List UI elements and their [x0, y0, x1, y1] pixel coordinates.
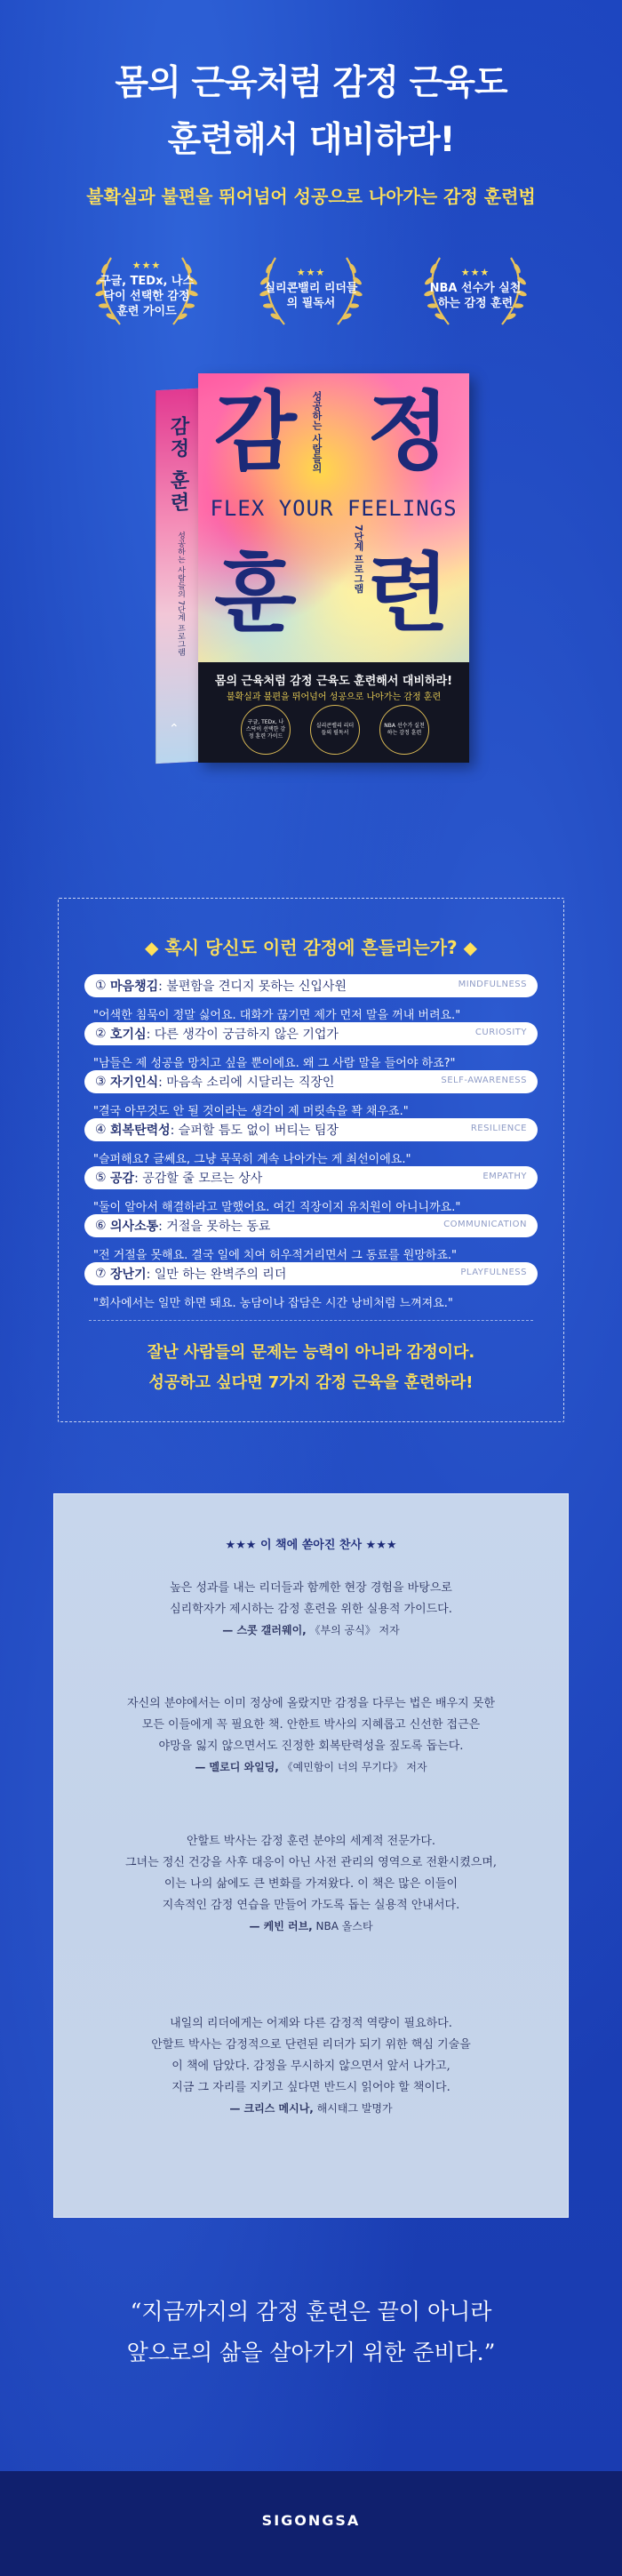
praise-heading: ★★★ 이 책에 쏟아진 찬사 ★★★: [225, 1539, 397, 1552]
case-quote: "슬퍼해요? 글쎄요, 그냥 묵묵히 계속 나아가는 게 최선이에요.": [93, 1153, 411, 1166]
case-item: [84, 1022, 538, 1070]
praise-line: 심리학자가 제시하는 감정 훈련을 위한 실용적 가이드다.: [170, 1603, 452, 1616]
case-title-bar: [84, 1166, 538, 1189]
band-title: 몸의 근육처럼 감정 근육도 훈련해서 대비하라!: [214, 675, 453, 688]
praise-item: [71, 2013, 551, 2118]
award-badge: [240, 240, 382, 338]
closing-line1: “지금까지의 감정 훈련은 끝이 아니라: [130, 2299, 492, 2324]
case-number: ③: [95, 1075, 107, 1089]
praise-line: 지금 그 자리를 지키고 싶다면 반드시 읽어야 할 책이다.: [171, 2081, 451, 2094]
praise-author-name: — 케빈 러브,: [249, 1920, 313, 1932]
case-title-bar: [84, 1022, 538, 1045]
case-name: 호기심: [110, 1028, 147, 1042]
case-quote: "남들은 제 성공을 망치고 싶을 뿐이에요. 왜 그 사람 말을 들어야 하죠?": [93, 1057, 456, 1070]
case-item: [84, 974, 538, 1022]
case-name: 장난기: [110, 1268, 147, 1282]
praise-line: 이 책에 담았다. 감정을 무시하지 않으면서 앞서 나가고,: [171, 2060, 451, 2073]
praise-author-role: 《예민함이 너의 무기다》 저자: [278, 1761, 427, 1773]
case-number: ④: [95, 1123, 107, 1137]
band-badge: 구글, TEDx, 나스닥이 선택한 감정 훈련 가이드: [241, 705, 291, 755]
case-quote: "회사에서는 일만 하면 돼요. 농담이나 잡담은 시간 낭비처럼 느껴져요.": [93, 1297, 453, 1310]
hero-title-line1: 몸의 근육처럼 감정 근육도: [115, 63, 507, 103]
praise-author: [71, 1757, 551, 1777]
praise-author-role: NBA 올스타: [312, 1920, 373, 1932]
case-english: EMPATHY: [482, 1172, 527, 1181]
case-desc: : 슬퍼할 틈도 없이 버티는 팀장: [170, 1124, 339, 1138]
book-front-cover: [198, 373, 469, 763]
praise-author: [71, 1916, 551, 1936]
praise-item: [71, 1578, 551, 1640]
praise-line: 안할트 박사는 감정적으로 단련된 리더가 되기 위한 핵심 기술을: [151, 2038, 471, 2052]
praise-line: 내일의 리더에게는 어제와 다른 감정적 역량이 필요하다.: [170, 2017, 452, 2030]
case-title-bar: [84, 974, 538, 997]
cover-title-char: 정: [367, 382, 450, 482]
case-name: 마음챙김: [110, 980, 159, 994]
cover-title-char: 훈: [214, 544, 297, 644]
case-name: 의사소통: [110, 1220, 159, 1234]
award-badge: [404, 240, 546, 338]
case-item: [84, 1118, 538, 1166]
case-number: ①: [95, 979, 107, 993]
hero-title: [0, 55, 622, 169]
case-title-bar: [84, 1214, 538, 1237]
case-title-bar: [84, 1262, 538, 1285]
praise-line: 그녀는 정신 건강을 사후 대응이 아닌 사전 관리의 영역으로 전환시켰으며,: [124, 1856, 498, 1869]
cases-conclusion-line1: 잘난 사람들의 문제는 능력이 아니라 감정이다.: [147, 1343, 475, 1362]
hero-title-line2: 훈련해서 대비하라!: [167, 120, 455, 160]
closing-quote: [0, 2292, 622, 2373]
praise-author-role: 해시태그 발명가: [313, 2102, 393, 2115]
cover-title-char: 감: [214, 382, 297, 482]
badge-text: 구글, TEDx, 나스닥이 선택한 감정 훈련 가이드: [99, 274, 195, 318]
praise-line: 지속적인 감정 연습을 만들어 가도록 돕는 실용적 안내서다.: [162, 1899, 460, 1912]
case-desc: : 마음속 소리에 시달리는 직장인: [158, 1076, 335, 1090]
praise-line: 높은 성과를 내는 리더들과 함께한 현장 경험을 바탕으로: [170, 1581, 452, 1595]
publisher-brand: SIGONGSA: [261, 2512, 361, 2529]
praise-line: 자신의 분야에서는 이미 정상에 올랐지만 감정을 다루는 법은 배우지 못한: [127, 1697, 495, 1710]
praise-author-name: — 멜로디 와일딩,: [195, 1761, 279, 1773]
spine-title: 감정 훈련: [167, 415, 189, 516]
case-english: MINDFULNESS: [458, 980, 527, 989]
case-english: COMMUNICATION: [443, 1220, 527, 1229]
cases-conclusion-line2: 성공하고 싶다면 7가지 감정 근육을 훈련하라!: [148, 1373, 474, 1392]
cases-heading: ◆ 혹시 당신도 이런 감정에 흔들리는가? ◆: [145, 937, 477, 958]
case-item: [84, 1214, 538, 1262]
case-item: [84, 1262, 538, 1310]
book-cover-image: [156, 373, 475, 773]
cover-kicker: 성공하는 사람들의: [311, 391, 323, 473]
praise-author: [71, 2099, 551, 2118]
case-item: [84, 1070, 538, 1118]
case-desc: : 불편함을 견디지 못하는 신입사원: [158, 980, 347, 994]
case-quote: "둘이 알아서 해결하라고 말했어요. 여긴 직장이지 유치원이 아니니까요.": [93, 1201, 461, 1214]
case-english: PLAYFULNESS: [460, 1268, 527, 1277]
case-quote: "결국 아무것도 안 될 것이라는 생각이 제 머릿속을 꽉 채우죠.": [93, 1105, 409, 1118]
case-desc: : 공감할 줄 모르는 상사: [134, 1172, 263, 1186]
case-english: SELF-AWARENESS: [441, 1076, 527, 1085]
praise-author: [71, 1620, 551, 1640]
case-english: CURIOSITY: [474, 1028, 527, 1037]
book-spine: [156, 388, 198, 764]
award-badge: [76, 240, 218, 338]
praise-line: 안할트 박사는 감정 훈련 분야의 세계적 전문가다.: [186, 1835, 436, 1848]
case-number: ⑥: [95, 1219, 107, 1233]
cases-conclusion: [0, 1338, 622, 1398]
divider: [89, 1320, 533, 1321]
publisher-logo-icon: ⌃: [169, 721, 179, 737]
band-badge: 실리콘밸리 리더들의 필독서: [310, 705, 360, 755]
praise-line: 모든 이들에게 꼭 필요한 책. 안한트 박사의 지혜롭고 신선한 접근은: [141, 1718, 481, 1732]
band-badge: NBA 선수가 실천하는 감정 훈련: [379, 705, 429, 755]
praise-item: [71, 1831, 551, 1936]
cover-title-char: 련: [367, 544, 450, 644]
case-title-bar: [84, 1118, 538, 1141]
case-name: 공감: [110, 1172, 135, 1186]
case-number: ⑤: [95, 1171, 107, 1185]
band-badges: [241, 705, 429, 755]
praise-author-name: — 스콧 갤러웨이,: [222, 1624, 307, 1636]
cover-english-title: FLEX YOUR FEELINGS: [210, 496, 458, 521]
case-name: 회복탄력성: [110, 1124, 171, 1138]
case-number: ②: [95, 1027, 107, 1041]
cover-program: 7단계 프로그램: [353, 524, 364, 594]
spine-subtitle: 성공하는 사람들의 7단계 프로그램: [176, 531, 185, 657]
case-name: 자기인식: [110, 1076, 159, 1090]
praise-author-role: 《부의 공식》 저자: [306, 1624, 400, 1636]
badge-stars: ★★★: [296, 267, 326, 278]
book-band: [198, 662, 469, 763]
badge-text: 실리콘밸리 리더들의 필독서: [264, 282, 358, 310]
case-desc: : 일만 하는 완벽주의 리더: [146, 1268, 287, 1282]
praise-line: 이는 나의 삶에도 큰 변화를 가져왔다. 이 책은 많은 이들이: [163, 1877, 459, 1891]
award-badges: [76, 240, 546, 338]
case-item: [84, 1166, 538, 1214]
hero-subtitle: 불확실과 불편을 뛰어넘어 성공으로 나아가는 감정 훈련법: [86, 186, 536, 207]
case-desc: : 거절을 못하는 동료: [158, 1220, 271, 1234]
case-quote: "어색한 침묵이 정말 싫어요. 대화가 끊기면 제가 먼저 말을 꺼내 버려요.": [93, 1009, 461, 1022]
badge-text: NBA 선수가 실천하는 감정 훈련: [429, 282, 522, 310]
praise-author-name: — 크리스 메시나,: [229, 2102, 314, 2115]
case-desc: : 다른 생각이 궁금하지 않은 기업가: [146, 1028, 339, 1042]
badge-stars: ★★★: [460, 267, 490, 278]
praise-item: [71, 1693, 551, 1777]
praise-line: 야망을 잃지 않으면서도 진정한 회복탄력성을 짚도록 돕는다.: [158, 1740, 464, 1753]
band-subtitle: 불확실과 불편을 뛰어넘어 성공으로 나아가는 감정 훈련: [226, 692, 442, 702]
badge-stars: ★★★: [132, 259, 162, 271]
case-english: RESILIENCE: [470, 1124, 527, 1133]
case-quote: "전 거절을 못해요. 결국 일에 치여 허우적거리면서 그 동료를 원망하죠.": [93, 1249, 458, 1262]
case-title-bar: [84, 1070, 538, 1093]
closing-line2: 앞으로의 삶을 살아가기 위한 준비다.”: [126, 2340, 496, 2365]
case-number: ⑦: [95, 1267, 107, 1281]
